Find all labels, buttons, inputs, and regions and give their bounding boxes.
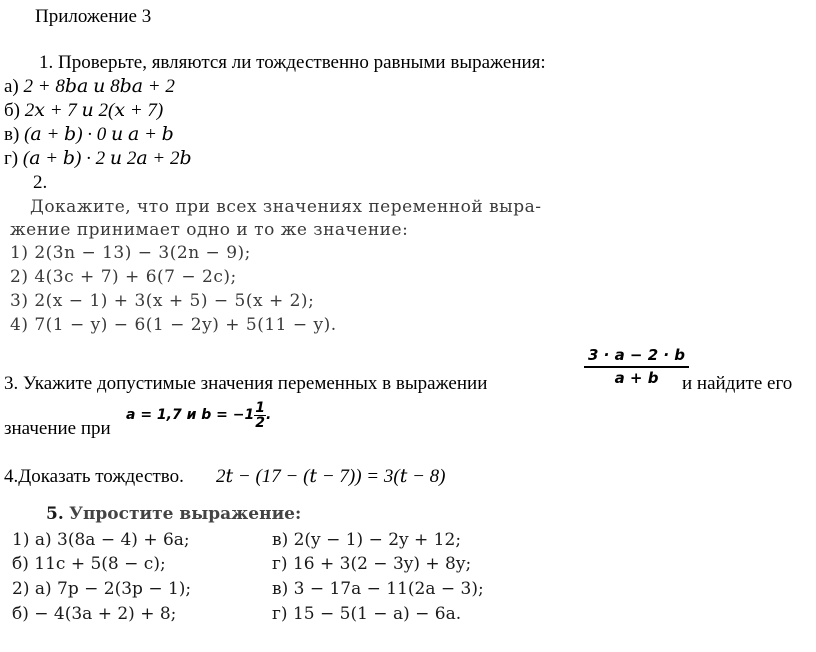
- task2-text-line2: жение принимает одно и то же значение:: [10, 220, 409, 240]
- task1-item-b: [4, 100, 163, 122]
- task2-text-line1: Докажите, что при всех значениях переменной выра-: [30, 197, 542, 217]
- task3-fraction-numerator: 3 · a − 2 · b: [584, 346, 689, 368]
- task1-item-g-expr: (𝑎 + 𝑏) · 2 𝑢 2𝑎 + 2𝑏: [22, 148, 192, 169]
- task2-item-1: 1) 2(3n − 13) − 3(2n − 9);: [10, 243, 251, 263]
- task3-text-after: и найдите его: [682, 373, 793, 394]
- task3-condition-fraction: [254, 401, 266, 430]
- task5-right-4: г) 15 − 5(1 − a) − 6a.: [272, 604, 462, 624]
- task1-item-g: [4, 148, 192, 170]
- task3-condition-end: .: [266, 407, 272, 423]
- task3-condition-frac-den: 2: [255, 414, 266, 431]
- task1-item-a: [4, 76, 175, 98]
- task3-condition: [126, 400, 271, 430]
- task1-item-a-expr: 2 + 8𝑏𝑎 𝑢 8𝑏𝑎 + 2: [23, 76, 175, 97]
- task5-heading: [46, 503, 301, 526]
- task1-item-v: [4, 124, 174, 146]
- task2-number: 2.: [33, 172, 48, 193]
- task1-item-a-label: а): [4, 76, 19, 97]
- task2-item-2: 2) 4(3c + 7) + 6(7 − 2c);: [10, 267, 237, 287]
- task5-heading-number: 5.: [46, 504, 64, 524]
- task1-item-v-label: в): [4, 124, 20, 145]
- task1-item-b-expr: 2𝑥 + 7 𝑢 2(𝑥 + 7): [24, 100, 164, 121]
- task3-condition-frac-num: 1: [255, 399, 266, 416]
- task1-item-b-label: б): [4, 100, 20, 121]
- task3-fraction: [584, 346, 689, 387]
- task3-text-before: 3. Укажите допустимые значения переменных в выражении: [4, 373, 488, 394]
- task5-left-2: б) 11c + 5(8 − c);: [12, 554, 166, 574]
- task1-item-g-label: г): [4, 148, 19, 169]
- task5-left-3: 2) а) 7p − 2(3p − 1);: [12, 579, 192, 599]
- task2-item-3: 3) 2(x − 1) + 3(x + 5) − 5(x + 2);: [10, 291, 315, 311]
- task4-label: 4.Доказать тождество.: [4, 466, 184, 487]
- appendix-title: Приложение 3: [35, 6, 152, 27]
- task1-item-v-expr: (𝑎 + 𝑏) · 0 𝑢 𝑎 + 𝑏: [24, 124, 174, 145]
- task5-left-4: б) − 4(3a + 2) + 8;: [12, 604, 177, 624]
- task3-condition-part1: a = 1,7 и b = −1: [126, 407, 255, 423]
- task1-heading: 1. Проверьте, являются ли тождественно равными выражения:: [39, 52, 546, 73]
- task5-left-1: 1) а) 3(8a − 4) + 6a;: [12, 530, 190, 550]
- task5-right-3: в) 3 − 17a − 11(2a − 3);: [272, 579, 484, 599]
- task3-fraction-denominator: a + b: [614, 369, 659, 387]
- task5-right-2: г) 16 + 3(2 − 3y) + 8y;: [272, 554, 472, 574]
- task2-item-4: 4) 7(1 − y) − 6(1 − 2y) + 5(11 − y).: [10, 315, 337, 335]
- task5-heading-text: Упростите выражение:: [69, 504, 302, 524]
- task5-right-1: в) 2(y − 1) − 2y + 12;: [272, 530, 462, 550]
- task3-line2-text: значение при: [4, 418, 111, 439]
- task4-expression: 2𝑡 − (17 − (𝑡 − 7)) = 3(𝑡 − 8): [216, 466, 446, 487]
